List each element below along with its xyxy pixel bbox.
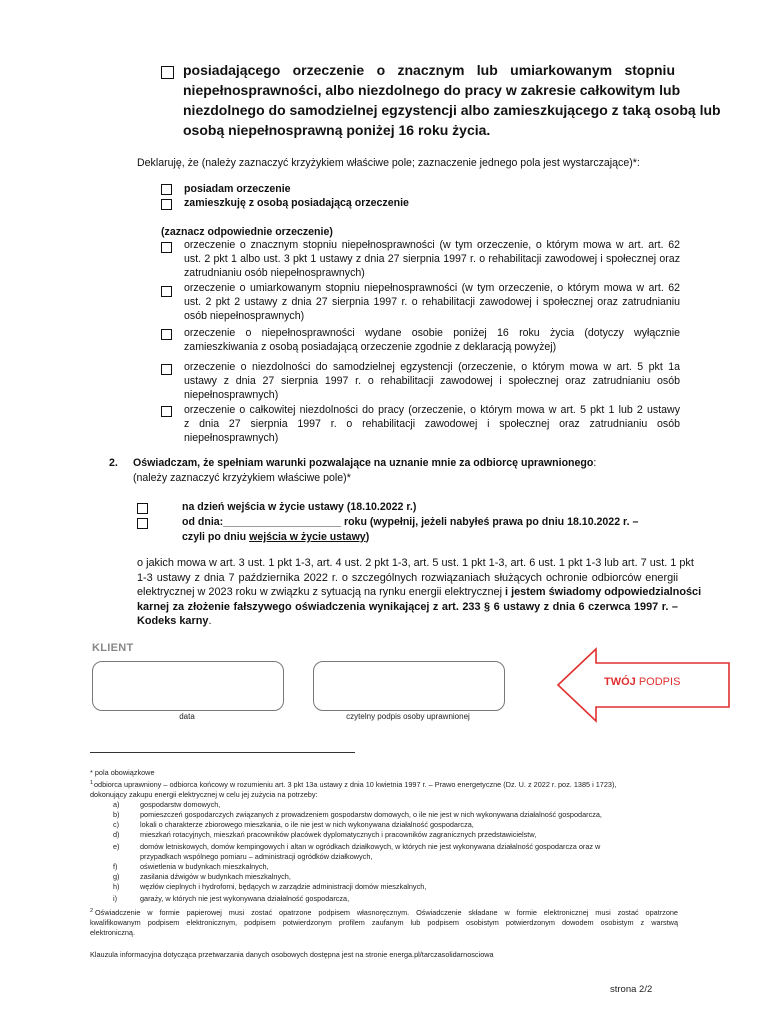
text-fragment: ) — [365, 531, 370, 543]
text-line: elektroniczną. — [90, 928, 136, 937]
text-line: 1-3 ustawy z dnia 7 października 2022 r. o szczególnych rozwiązaniach służących ochronie odbiorców energii — [137, 571, 678, 584]
section-2-title-text: Oświadczam, że spełniam warunki pozwalające na uznanie mnie za odbiorcę uprawnionego — [133, 457, 594, 469]
checkbox-certificate-significant[interactable] — [161, 242, 172, 253]
section-2-title — [133, 456, 596, 470]
text-line: orzeczenie o umiarkowanym stopniu niepełnosprawności (w tym orzeczenie, o którym mowa w art. 62 — [184, 282, 680, 294]
sign-here-text: PODPIS — [638, 676, 681, 688]
text-line: niepełnosprawnych) — [184, 432, 279, 444]
footnote-item-letter: d) — [113, 830, 120, 839]
option-from-date: od dnia:____________________ roku (wypełnij, jeżeli nabyłeś prawa po dniu 18.10.2022 r. – — [182, 516, 639, 528]
footnote-item-text: mieszkań rotacyjnych, mieszkań pracowników placówek dyplomatycznych i pracowników zagranicznych przedstawicielstw, — [140, 830, 537, 839]
text-fragment-bold: Kodeks karny — [137, 615, 209, 627]
footnote-item-text: gospodarstw domowych, — [140, 800, 221, 809]
checkbox-lives-with-certified[interactable] — [161, 199, 172, 210]
sign-here-label — [604, 676, 680, 688]
signature-label: czytelny podpis osoby uprawnionej — [346, 712, 470, 721]
footnote-item-letter: c) — [113, 820, 120, 829]
sign-here-bold: TWÓJ — [604, 676, 636, 688]
option-lives-with-certified: zamieszkuję z osobą posiadającą orzeczenie — [184, 197, 409, 209]
declaration-intro: Deklaruję, że (należy zaznaczyć krzyżykiem właściwe pole; zaznaczenie jednego pola jest wystarczające)*: — [137, 157, 640, 169]
text-line: niepełnosprawności, albo niezdolnego do pracy w zakresie całkowitym lub — [183, 82, 681, 98]
text-line: orzeczenie o niepełnosprawności wydane osobie poniżej 16 roku życia (dotyczy wyłącznie — [184, 327, 680, 339]
legal-basis-paragraph — [137, 556, 702, 629]
section-2-title-colon: : — [593, 457, 597, 469]
footnote-item-letter: f) — [113, 862, 118, 871]
text-line: zatrudnianiu osób niepełnosprawnych) — [184, 267, 365, 279]
text-line: o jakich mowa w art. 3 ust. 1 pkt 1-3, art. 4 ust. 2 pkt 1-3, art. 5 ust. 1 pkt 1-3, art. 6 ust. 1 pkt 1-3 lub art. 7 ust. 1 pkt — [137, 557, 694, 569]
certificate-significant-text — [184, 238, 680, 280]
text-line: osób niepełnosprawnych) — [184, 310, 305, 322]
checkbox-certificate-work-incapacity[interactable] — [161, 406, 172, 417]
option-since-act-effective: na dzień wejścia w życie ustawy (18.10.2022 r.) — [182, 501, 417, 513]
signature-field[interactable] — [313, 661, 505, 711]
certificate-moderate-text — [184, 281, 680, 323]
footnote-item-text: przypadkach wspólnego pomiaru – administracji ogródków działkowych, — [140, 852, 373, 861]
text-line: orzeczenie o znacznym stopniu niepełnosprawności (w tym orzeczenie, o którym mowa w art. art. 62 — [184, 239, 680, 251]
text-line: osobą niepełnosprawną poniżej 16 roku życia. — [183, 122, 491, 138]
text-line: zamieszkiwania z osobą posiadającą orzeczenie zgodnie z deklaracją powyżej) — [184, 341, 557, 353]
text-line: ust. 2 pkt 1 albo ust. 3 pkt 1 ustawy z dnia 27 sierpnia 1997 r. o rehabilitacji zawodowej i społecznej oraz — [184, 253, 680, 265]
footnote-item-text: lokali o charakterze zbiorowego mieszkania, o ile nie jest w nich wykonywana działalność gospodarcza, — [140, 820, 474, 829]
checkbox-certificate-independent-living[interactable] — [161, 364, 172, 375]
footnote-1-marker: 1 — [90, 780, 94, 786]
option-has-certificate: posiadam orzeczenie — [184, 183, 291, 195]
text-line — [137, 614, 678, 629]
footnote-separator — [90, 752, 355, 753]
checkbox-disabled-eligibility[interactable] — [161, 66, 174, 79]
date-label: data — [179, 712, 195, 721]
text-line — [137, 585, 702, 600]
text-line: Oświadczenie w formie papierowej musi zostać opatrzone podpisem własnoręcznym. Oświadczenie składane w formie elektronicznej musi zostać opatrzone — [95, 908, 678, 917]
checkbox-certificate-under16[interactable] — [161, 329, 172, 340]
checkbox-from-date[interactable] — [137, 518, 148, 529]
page-number: strona 2/2 — [610, 984, 653, 995]
text-fragment-underlined: wejścia w życie ustawy — [249, 531, 366, 543]
certificate-independent-living-text — [184, 360, 680, 402]
option-from-date-cont — [182, 530, 369, 544]
certificate-work-incapacity-text — [184, 403, 680, 445]
footnote-item-text: węzłów cieplnych i hydroforni, będących w zarządzie administracji domów mieszkalnych, — [140, 882, 427, 891]
text-line: ust. 2 pkt 2 ustawy z dnia 27 sierpnia 1997 r. o rehabilitacji zawodowej i społecznej oraz zatrudnianiu — [184, 296, 680, 308]
footnote-item-text: garaży, w których nie jest wykonywana działalność gospodarcza, — [140, 894, 350, 903]
footnote-2-marker: 2 — [90, 908, 94, 914]
footnote-1-line: odbiorca uprawniony – odbiorca końcowy w rozumieniu art. 3 pkt 13a ustawy z dnia 10 kwietnia 1997 r. – Prawo energetyczne (Dz. U. z 2022 r. poz. 1385 i 1723), — [94, 780, 617, 789]
footnote-item-text: pomieszczeń gospodarczych związanych z prowadzeniem gospodarstw domowych, o ile nie jest w nich wykonywana działalność gospodarcza, — [140, 810, 602, 819]
text-line: orzeczenie o całkowitej niezdolności do pracy (orzeczenie, o którym mowa w art. 5 pkt 1 lub 2 ustawy — [184, 404, 680, 416]
text-line: karnej za złożenie fałszywego oświadczenia wynikającej z art. 233 § 6 ustawy z dnia 6 czerwca 1997 r. – — [137, 600, 678, 613]
footnote-item-text: domów letniskowych, domów kempingowych i altan w ogródkach działkowych, w których nie jest wykonywana działalność gospodarcza oraz w — [140, 842, 601, 851]
text-line: kwalifikowanym podpisem elektronicznym, podpisem potwierdzonym profilem zaufanym lub podpisem osobistym potwierdzonym dowodem osobistym z warstwą — [90, 918, 678, 927]
section-2-subtitle: (należy zaznaczyć krzyżykiem właściwe pole)* — [133, 472, 351, 484]
section-2-number: 2. — [109, 457, 118, 469]
client-label: KLIENT — [92, 642, 134, 654]
text-fragment-bold: i jestem świadomy odpowiedzialności — [505, 586, 702, 598]
footnote-item-letter: b) — [113, 810, 120, 819]
text-fragment: czyli po dniu — [182, 531, 250, 543]
text-line: z dnia 27 sierpnia 1997 r. o rehabilitacji zawodowej i społecznej oraz zatrudnianiu osób — [184, 418, 680, 430]
footnote-1-line: dokonujący zakupu energii elektrycznej w celu jej zużycia na potrzeby: — [90, 790, 318, 799]
checkbox-since-act-effective[interactable] — [137, 503, 148, 514]
certificate-heading: (zaznacz odpowiednie orzeczenie) — [161, 226, 333, 238]
date-field[interactable] — [92, 661, 284, 711]
footnote-item-letter: g) — [113, 872, 120, 881]
checkbox-certificate-moderate[interactable] — [161, 286, 172, 297]
text-line: niepełnosprawnych) — [184, 389, 279, 401]
certificate-under16-text — [184, 326, 680, 354]
text-line: posiadającego orzeczenie o znacznym lub umiarkowanym stopniu — [183, 62, 675, 78]
eligibility-option-text — [183, 60, 721, 140]
footnote-item-letter: i) — [113, 894, 118, 903]
footnote-item-text: zasilania dźwigów w budynkach mieszkalnych, — [140, 872, 291, 881]
footnote-item-letter: e) — [113, 842, 120, 851]
text-line: ustawy z dnia 27 sierpnia 1997 r. o rehabilitacji zawodowej i społecznej oraz zatrudnianiu osób — [184, 375, 680, 387]
text-fragment: elektrycznej w 2023 roku w związku z sytuacją na rynku energii elektrycznej — [137, 586, 506, 598]
text-line: orzeczenie o niezdolności do samodzielnej egzystencji (orzeczenie, o którym mowa w art. 5 pkt 1a — [184, 361, 680, 373]
checkbox-has-certificate[interactable] — [161, 184, 172, 195]
footnote-2-text — [90, 908, 678, 938]
required-fields-note: * pola obowiązkowe — [90, 768, 155, 777]
text-fragment: . — [208, 615, 212, 627]
footnote-item-letter: a) — [113, 800, 120, 809]
data-privacy-clause: Klauzula informacyjna dotycząca przetwarzania danych osobowych dostępna jest na stronie energa.pl/tarczasolidarnosciowa — [90, 950, 494, 959]
footnote-item-letter: h) — [113, 882, 120, 891]
footnote-item-text: oświetlenia w budynkach mieszkalnych, — [140, 862, 269, 871]
text-line: niezdolnego do samodzielnej egzystencji albo zamieszkującego z taką osobą lub — [183, 102, 721, 118]
